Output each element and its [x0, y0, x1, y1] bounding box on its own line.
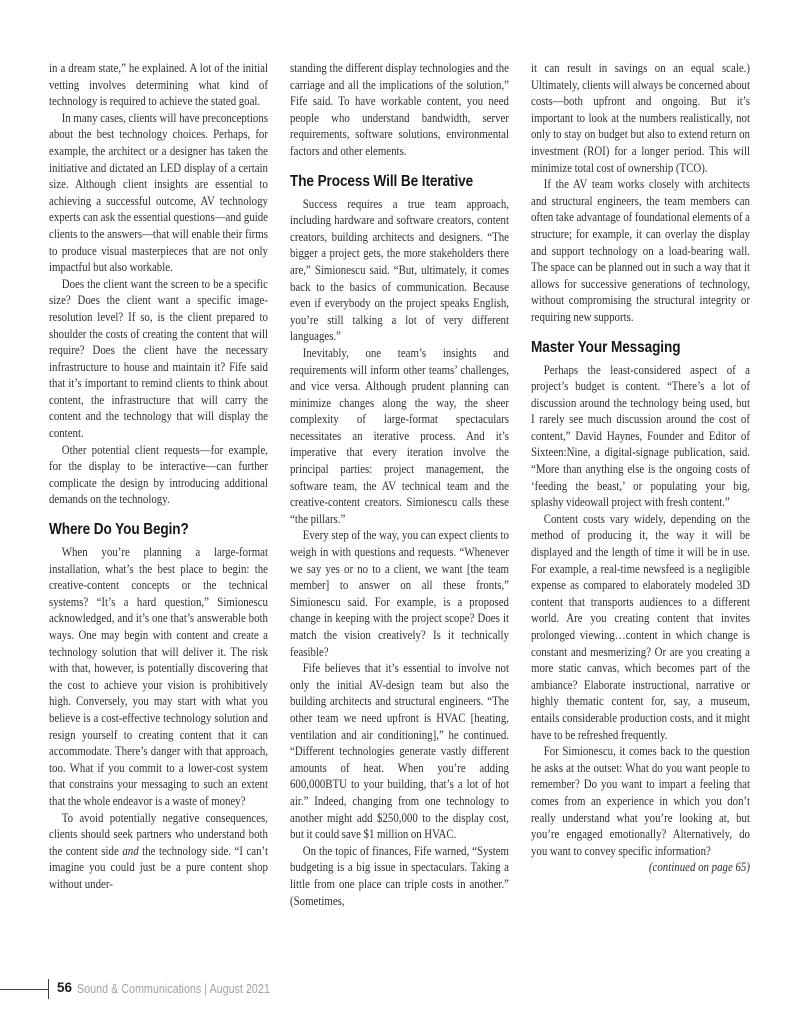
continued-note: (continued on page 65) — [648, 860, 750, 875]
paragraph: When you’re planning a large-format installation, what’s the best place to begin: the creative-content concepts or the technical systems? “It’s a hard question,” Simionescu acknowledged, and it’s one that’s answerable both ways. One may begin with content and create a technology solution that will deliver it. The risk with that, however, is potentially discovering that the cost to achieve your vision is prohibitively high. Conversely, you may start with what you believe is a cost-effective technology solution and resign yourself to creating content that it can accommodate. There’s danger with that approach, too. What if you commit to a lower-cost system that constrains your messaging to such an extent that the whole endeavor is a waste of money? — [49, 545, 268, 808]
paragraph: On the topic of finances, Fife warned, “System budgeting is a big issue in spectaculars. Taking a little from one place can triple costs in another.” (Sometimes, — [290, 843, 509, 908]
column-text — [49, 60, 268, 893]
footer-rule — [0, 989, 48, 990]
page-number: 56 — [57, 980, 73, 995]
article-columns — [49, 60, 750, 968]
section-heading: Where Do You Begin? — [49, 521, 189, 539]
paragraph: Inevitably, one team’s insights and requirements will inform other teams’ challenges, and vice versa. Although prudent planning can minimize changes along the way, the sheer complexity of large-format spectaculars necessitates an iterative process. And it’s imperative that every iteration involve the principal parties: project management, the software team, the AV technical team and the creative-content creators. Simionescu calls these “the pillars.” — [290, 345, 509, 526]
paragraph: Content costs vary widely, depending on the method of producing it, the way it will be displayed and the length of time it will be in use. For example, a real-time newsfeed is a negligible expense as compared to elaborately modeled 3D content that transports audiences to a different world. Are you creating content that invites prolonged viewing…content in which change is constant and mesmerizing? Or are you creating a more static canvas, which becomes part of the ambiance? Elaborate instructional, narrative or highly thematic content for, say, a museum, entails considerable production costs, and it might have to be refreshed frequently. — [531, 511, 750, 742]
text-run: To avoid potentially negative consequences, clients should seek partners who understand both the content side — [49, 810, 268, 858]
footer-tick — [48, 979, 49, 999]
article-column-1 — [49, 60, 268, 968]
section-heading: Master Your Messaging — [531, 338, 681, 356]
paragraph: in a dream state,” he explained. A lot of the initial vetting involves determining what kind of technology is required to achieve the stated goal. — [49, 61, 268, 109]
column-text — [531, 60, 750, 876]
paragraph: Perhaps the least-considered aspect of a project’s budget is content. “There’s a lot of discussion around the technology being used, but I rarely see much discussion around the cost of content,” David Haynes, Founder and Editor of Sixteen:Nine, a digital-signage publication, said. “More than anything else is the ongoing costs of ‘feeding the beast,’ or populating your big, splashy videowall project with fresh content.” — [531, 362, 750, 510]
emphasized-text: and — [122, 843, 139, 858]
paragraph: standing the different display technologies and the carriage and all the implications of the solution,” Fife said. To have workable content, you need people who understand bandwidth, server requirements, software solutions, environmental factors and other elements. — [290, 61, 509, 158]
article-column-3 — [531, 60, 750, 968]
section-heading: The Process Will Be Iterative — [290, 172, 474, 190]
paragraph: Other potential client requests—for example, for the display to be interactive—can further complicate the design by introducing additional demands on the technology. — [49, 442, 268, 507]
paragraph: If the AV team works closely with architects and structural engineers, the team members can often take advantage of foundational elements of a structure; for example, it can overlay the display and support technology on a load-bearing wall. The space can be planned out in such a way that it allows for successive generations of technology, without compromising the structural integrity or requiring new supports. — [531, 177, 750, 324]
paragraph: In many cases, clients will have preconceptions about the best technology choices. Perhaps, for example, the architect or a designer has taken the initiative and dictated an LED display of a certain size. Although client insights are essential to achieving a successful outcome, AV technology experts can ask the essential questions—and guide clients to the answers—that will enable their firms to produce visual masterpieces that are not only impactful but also workable. — [49, 110, 268, 275]
publication-title: Sound & Communications | August 2021 — [77, 981, 270, 996]
paragraph — [49, 810, 268, 893]
paragraph: Fife believes that it’s essential to involve not only the initial AV-design team but also the building architects and structural engineers. “The other team we need upfront is HVAC [heating, ventilation and air conditioning],” he continued. “Different technologies generate vastly different amounts of heat. When you’re adding 600,000BTU to your building, that’s a lot of hot air.” Indeed, changing from one technology to another might add $250,000 to the display cost, but it could save $1 million on HVAC. — [290, 661, 509, 842]
paragraph: Success requires a true team approach, including hardware and software creators, content creators, building architects and designers. “The bigger a project gets, the more stakeholders there are,” Simionescu said. “But, ultimately, it comes back to the basics of communication. Because even if everybody on the project speaks English, you’re still talking a lot of very different languages.” — [290, 196, 509, 344]
text-run: the technology side. “I can’t imagine you could just be a pure content shop without under- — [49, 843, 268, 891]
article-column-2 — [290, 60, 509, 968]
paragraph: Every step of the way, you can expect clients to weigh in with questions and requests. “Whenever we say yes or no to a client, we want [the team member] to answer on all these fronts,” Simionescu said. For example, is a proposed change in keeping with the project scope? Does it match the vision creatively? Is it technically feasible? — [290, 528, 509, 659]
paragraph: For Simionescu, it comes back to the question he asks at the outset: What do you want people to remember? Do you want to impart a feeling that comes from an experience in which you don’t really understand what you’re looking at, but you’re engaged emotionally? Alternatively, do you want to convey specific information? — [531, 744, 750, 858]
paragraph: it can result in savings on an equal scale.) Ultimately, clients will always be concerned about costs—both upfront and ongoing. But it’s important to look at the numbers realistically, not only to stay on budget but also to extend return on investment (ROI) for a longer period. This will minimize total cost of ownership (TCO). — [531, 61, 750, 175]
paragraph: Does the client want the screen to be a specific size? Does the client want a specific image-resolution level? If so, is the client prepared to shoulder the costs of creating the content that will require? Does the client have the necessary infrastructure to house and maintain it? Fife said that it’s important to remind clients to think about content, the infrastructure that will carry the content and the technology that will display the content. — [49, 276, 268, 441]
page-footer — [0, 978, 801, 1002]
column-text — [290, 60, 509, 909]
